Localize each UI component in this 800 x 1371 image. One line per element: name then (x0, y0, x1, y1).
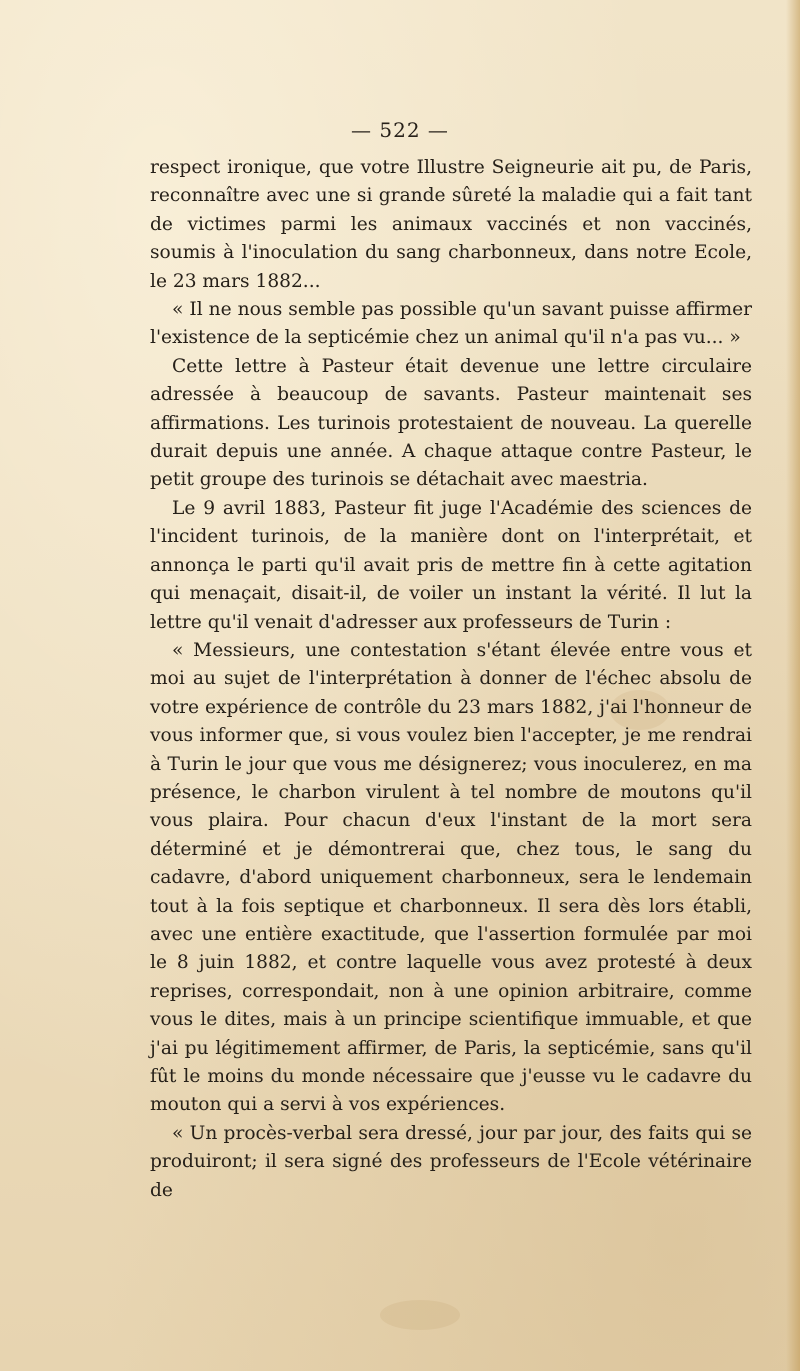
paper-stain (380, 1300, 460, 1330)
paragraph: Le 9 avril 1883, Pasteur fit juge l'Académie des sciences de l'incident turinois, de la manière dont on l'interprétait, et annonça le parti qu'il avait pris de mettre fin à cette agitation qui menaçait, disait-il, de voiler un instant la vérité. Il lut la lettre qu'il venait d'adresser aux professeurs de Turin : (150, 497, 752, 633)
body-text (150, 154, 752, 1205)
paragraph: « Un procès-verbal sera dressé, jour par jour, des faits qui se produiront; il sera signé des professeurs de l'Ecole vétérinaire de (150, 1122, 752, 1201)
paragraph: respect ironique, que votre Illustre Seigneurie ait pu, de Paris, reconnaître avec une si grande sûreté la maladie qui a fait tant de victimes parmi les animaux vaccinés et non vaccinés, soumis à l'inoculation du sang charbonneux, dans notre Ecole, le 23 mars 1882... (150, 157, 752, 292)
page-edge-shadow (786, 0, 800, 1371)
paragraph: Cette lettre à Pasteur était devenue une lettre circulaire adressée à beaucoup de savants. Pasteur maintenait ses affirmations. Les turinois protestaient de nouveau. La querelle durait depuis une année. A chaque attaque contre Pasteur, le petit groupe des turinois se détachait avec maestria. (150, 355, 752, 491)
page-number: — 522 — (351, 118, 449, 142)
paragraph: « Il ne nous semble pas possible qu'un savant puisse affirmer l'existence de la septicémie chez un animal qu'il n'a pas vu... » (150, 299, 752, 349)
paragraph: « Messieurs, une contestation s'étant élevée entre vous et moi au sujet de l'interprétation à donner de l'échec absolu de votre expérience de contrôle du 23 mars 1882, j'ai l'honneur de vous informer que, si vous voulez bien l'accepter, je me rendrai à Turin le jour que vous me désignerez; vous inoculerez, en ma présence, le charbon virulent à tel nombre de moutons qu'il vous plaira. Pour chacun d'eux l'instant de la mort sera déterminé et je démontrerai que, chez tous, le sang du cadavre, d'abord uniquement charbonneux, sera le lendemain tout à la fois septique et charbonneux. Il sera dès lors établi, avec une entière exactitude, que l'assertion formulée par moi le 8 juin 1882, et contre laquelle vous avez protesté à deux reprises, correspondait, non à une opinion arbitraire, comme vous le dites, mais à un principe scientifique immuable, et que j'ai pu légitimement affirmer, de Paris, la septicémie, sans qu'il fût le moins du monde nécessaire que j'eusse vu le cadavre du mouton qui a servi à vos expériences. (150, 639, 752, 1116)
